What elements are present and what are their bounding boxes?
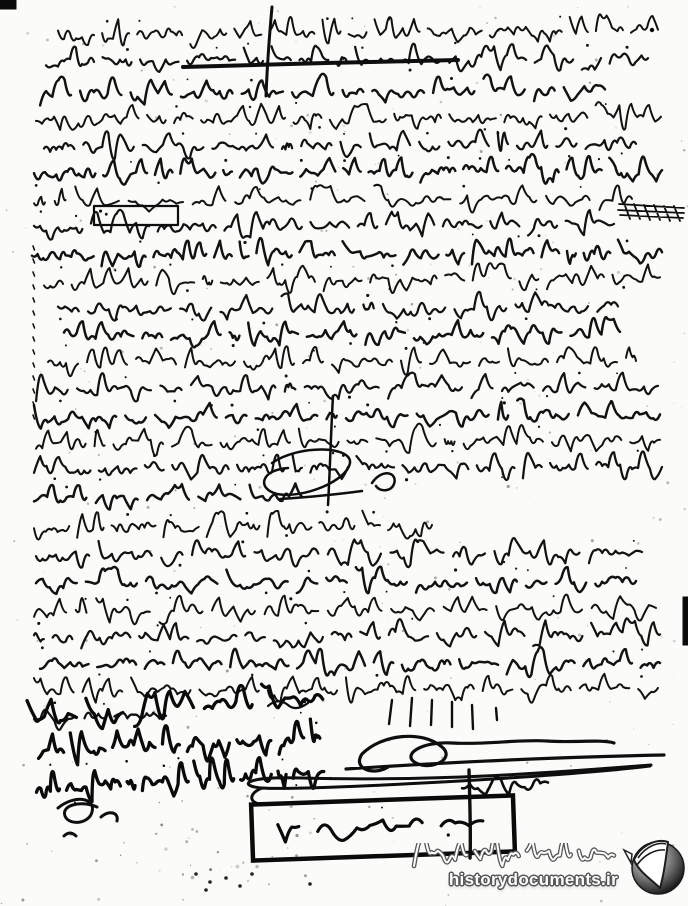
- watermark-text-block: [410, 843, 618, 890]
- handwritten-line: [40, 647, 660, 679]
- handwritten-line: [34, 510, 432, 541]
- handwritten-line: [34, 483, 302, 510]
- handwritten-line: [36, 565, 636, 595]
- edge-artifact-right: [683, 597, 688, 645]
- handwritten-line: [34, 593, 656, 625]
- handwritten-line: [44, 262, 660, 296]
- handwritten-line: [34, 398, 660, 431]
- page-scrawl: [58, 799, 117, 836]
- handwritten-line: [58, 291, 618, 322]
- handwritten-line: [58, 14, 658, 49]
- handwritten-line: [44, 128, 636, 162]
- handwritten-line: [36, 422, 660, 457]
- handwritten-line: [46, 42, 648, 73]
- handwritten-line: [34, 154, 662, 187]
- handwritten-line: [32, 236, 662, 269]
- pen-stroke: [266, 7, 272, 96]
- margin-dots: [33, 246, 35, 419]
- handwritten-line: [48, 345, 636, 376]
- handwritten-line: [64, 317, 620, 348]
- scribble-blob: [618, 203, 684, 221]
- handwritten-line: [34, 206, 614, 240]
- handwritten-line: [34, 184, 632, 214]
- strike-mark: [183, 60, 458, 67]
- edge-artifact-topleft: [0, 0, 16, 9]
- handwritten-line: [36, 102, 661, 132]
- watermark: [410, 832, 686, 900]
- handwritten-line: [40, 71, 605, 106]
- ink-dot: [650, 28, 654, 32]
- handwritten-line: [34, 673, 658, 706]
- handwritten-line: [34, 618, 660, 649]
- margin-note: [27, 680, 324, 734]
- handwritten-line: [36, 369, 658, 403]
- margin-note: [37, 718, 321, 770]
- signature-scrawl: [346, 736, 664, 771]
- watermark-logo-icon: [622, 832, 686, 900]
- watermark-url: historydocuments.ir: [448, 869, 618, 889]
- watermark-title-text: [414, 843, 614, 866]
- watermark-title: [410, 843, 618, 869]
- signature-ticks: [389, 698, 497, 729]
- handwritten-line: [36, 537, 642, 569]
